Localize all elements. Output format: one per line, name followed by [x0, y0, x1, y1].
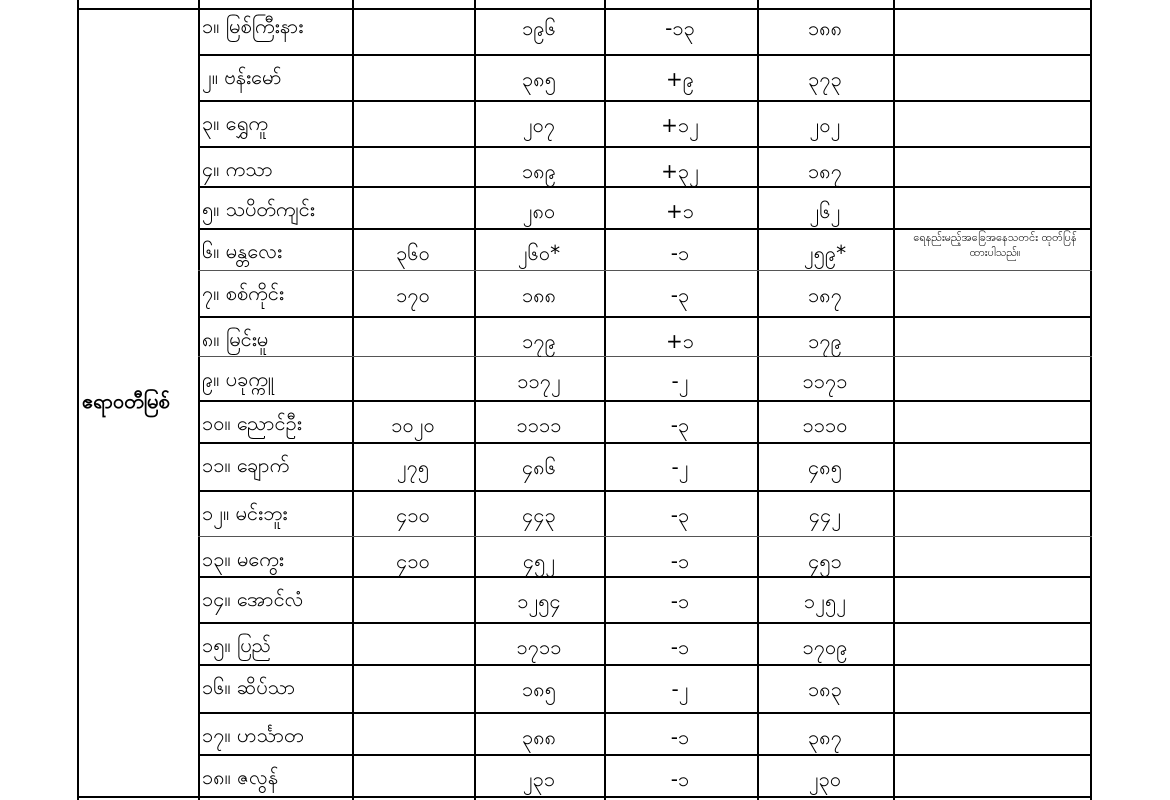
yesterday-value: ၄၅၂ [522, 549, 556, 573]
station-name: ၂။ ဗန်းမော် [202, 65, 282, 89]
yesterday-value: ၂၃၁ [522, 767, 556, 791]
today-value: ၁၈၈ [807, 16, 843, 40]
row-divider [198, 400, 1092, 402]
change-value: +၁ [665, 199, 695, 223]
today-value: ၁၂၅၂ [803, 589, 847, 613]
yesterday-value: ၃၈၅ [522, 67, 556, 91]
today-value: ၁၇၀၉ [802, 635, 848, 659]
today-value: ၄၄၂ [808, 503, 842, 527]
station-name: ၁၇။ ဟင်္သာတ [202, 723, 304, 747]
change-value: +၃၂ [661, 159, 699, 183]
yesterday-value: ၄၈၆ [522, 455, 556, 479]
row-divider [198, 622, 1092, 624]
row-divider [198, 100, 1092, 102]
row-divider [198, 536, 1092, 537]
danger-value: ၄၁၀ [396, 503, 430, 527]
station-name: ၁၈။ ဇလွန် [202, 765, 279, 789]
change-value: -၁ [670, 241, 690, 265]
table-border [77, 796, 1092, 798]
station-name: ၅။ သပိတ်ကျင်း [202, 197, 315, 221]
change-value: -၁၃ [665, 16, 695, 40]
station-name: ၁၀။ ညောင်ဦး [202, 411, 302, 435]
row-divider [198, 754, 1092, 756]
change-value: -၃ [670, 413, 690, 437]
station-name: ၁၆။ ဆိပ်သာ [202, 675, 296, 699]
station-name: ၁၅။ ပြည် [202, 633, 272, 657]
today-value: ၁၈၇ [808, 159, 842, 183]
today-value: ၂၀၂ [809, 113, 841, 137]
yesterday-value: ၁၁၁၁ [516, 413, 562, 437]
station-name: ၁၂။ မင်းဘူး [202, 501, 288, 525]
station-name: ၁၁။ ချောက် [202, 453, 290, 477]
today-value: ၁၁၇၁ [802, 369, 848, 393]
row-divider [198, 316, 1092, 318]
yesterday-value: ၂၈၀ [522, 199, 556, 223]
danger-value: ၂၇၅ [396, 455, 430, 479]
row-divider [198, 186, 1092, 188]
yesterday-value: ၂၆၀* [517, 241, 561, 265]
row-divider [198, 712, 1092, 714]
row-divider [198, 54, 1092, 56]
row-divider [198, 490, 1092, 492]
change-value: +၉ [665, 67, 695, 91]
yesterday-value: ၁၈၅ [522, 677, 556, 701]
yesterday-value: ၁၈၉ [522, 159, 556, 183]
danger-value: ၄၁၀ [396, 549, 430, 573]
note-text: ရေနည်းမည့်အခြေအနေသတင်း ထုတ်ပြန်ထားပါသည်။ [913, 231, 1077, 259]
today-value: ၃၇၃ [808, 67, 842, 91]
today-value: ၁၁၁၀ [802, 413, 848, 437]
col-divider [77, 0, 79, 800]
yesterday-value: ၃၈၈ [521, 725, 557, 749]
change-value: -၁ [670, 589, 690, 613]
today-value: ၁၈၇ [808, 283, 842, 307]
today-value: ၁၈၃ [808, 677, 842, 701]
station-name: ၁၃။ မကွေး [202, 547, 284, 571]
change-value: -၁ [670, 635, 690, 659]
yesterday-value: ၁၇၉ [522, 329, 556, 353]
change-value: -၁ [670, 767, 690, 791]
change-value: -၁ [670, 725, 690, 749]
row-divider [198, 664, 1092, 666]
river-name: ဧရာဝတီမြစ် [82, 389, 170, 413]
station-name: ၁၄။ အောင်လံ [202, 587, 304, 611]
station-name: ၄။ ကသာ [202, 157, 273, 181]
change-value: +၁ [665, 329, 695, 353]
today-value: ၂၅၉* [803, 241, 847, 265]
yesterday-value: ၁၂၅၄ [517, 589, 561, 613]
change-value: -၂ [671, 677, 689, 701]
station-name: ၇။ စစ်ကိုင်း [202, 281, 284, 305]
station-name: ၁။ မြစ်ကြီးနား [202, 14, 304, 38]
yesterday-value: ၄၄၃ [522, 503, 556, 527]
station-name: ၆။ မန္တလေး [202, 239, 283, 263]
change-value: -၂ [671, 455, 689, 479]
yesterday-value: ၁၉၆ [522, 16, 556, 40]
row-divider [198, 442, 1092, 444]
change-value: +၁၂ [661, 113, 699, 137]
today-value: ၄၈၅ [808, 455, 842, 479]
danger-value: ၁၀၂၀ [391, 413, 435, 437]
today-value: ၁၇၉ [808, 329, 842, 353]
row-divider [198, 576, 1092, 578]
today-value: ၂၆၂ [809, 199, 841, 223]
station-name: ၉။ ပခုက္ကူ [202, 367, 274, 391]
change-value: -၃ [670, 283, 690, 307]
change-value: -၁ [670, 549, 690, 573]
today-value: ၃၈၇ [808, 725, 842, 749]
change-value: -၂ [671, 369, 689, 393]
station-name: ၃။ ရွှေကူ [202, 111, 268, 135]
yesterday-value: ၁၇၁၁ [516, 635, 562, 659]
danger-value: ၁၇၀ [396, 283, 430, 307]
row-divider [198, 146, 1092, 148]
yesterday-value: ၁၁၇၂ [517, 369, 561, 393]
change-value: -၃ [670, 503, 690, 527]
station-name: ၈။ မြင်းမူ [202, 327, 269, 351]
table-border [77, 8, 1092, 10]
yesterday-value: ၂၀၇ [522, 113, 556, 137]
row-divider [198, 270, 1092, 271]
row-divider [198, 356, 1092, 357]
today-value: ၄၅၁ [808, 549, 842, 573]
danger-value: ၃၆၀ [396, 241, 430, 265]
today-value: ၂၃၀ [808, 767, 842, 791]
yesterday-value: ၁၈၈ [521, 283, 557, 307]
